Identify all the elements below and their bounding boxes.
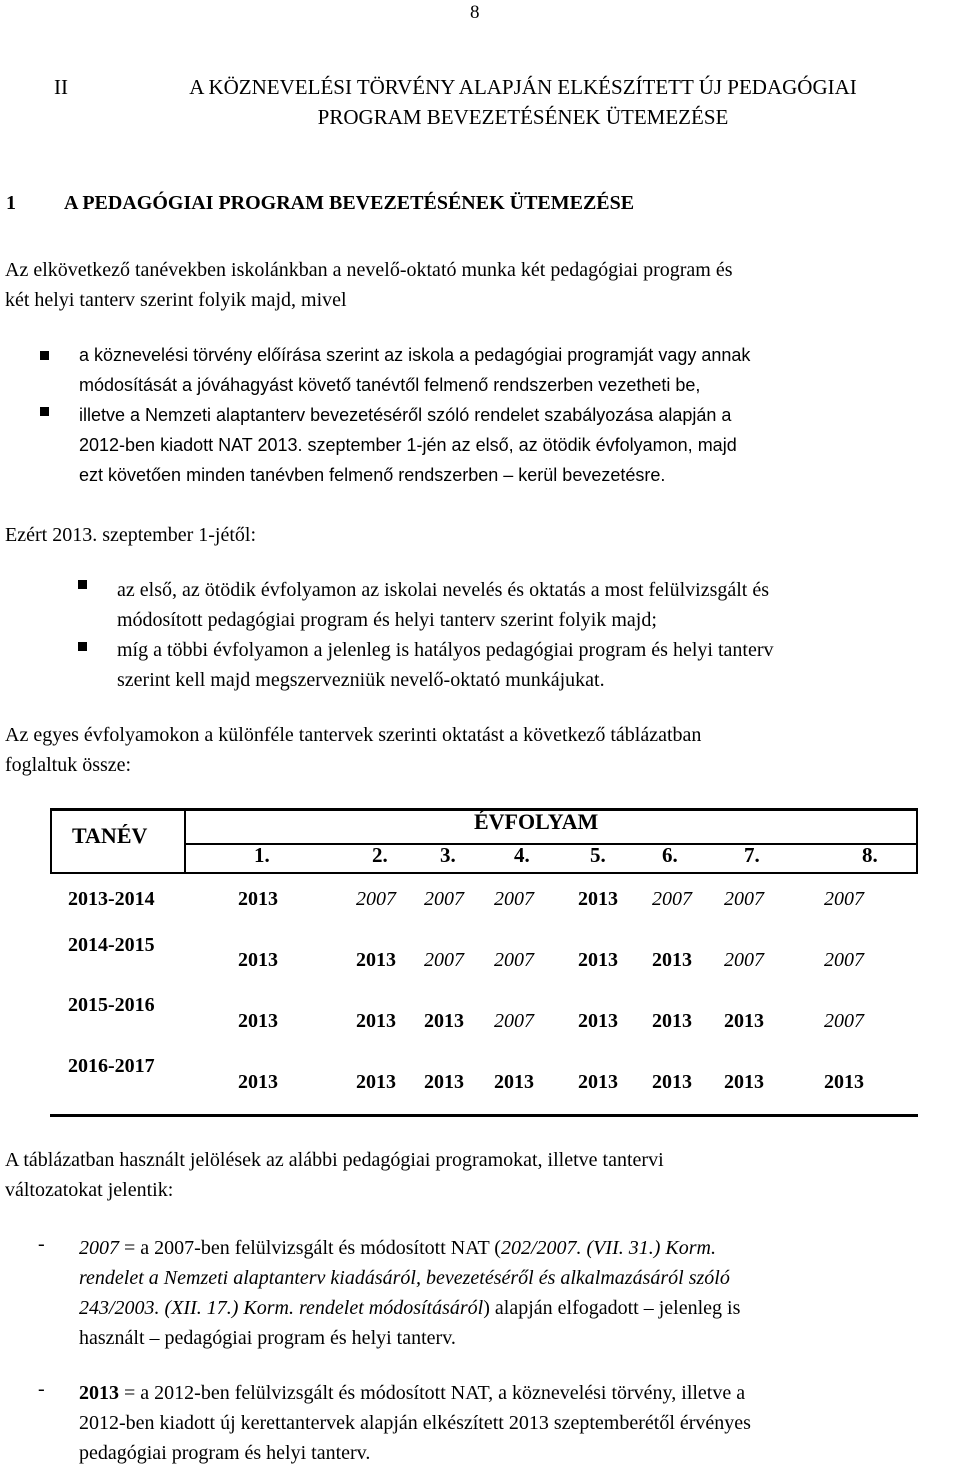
column-header: 6. [662,843,678,867]
table-row-year: 2015-2016 [68,994,155,1016]
chapter-number: II [54,75,68,99]
bullet-square-icon [40,351,49,360]
legend-code-2013: 2013 [79,1382,119,1404]
legend-item1-line4: használt – pedagógiai program és helyi tanterv. [79,1327,456,1349]
column-header: 2. [372,843,388,867]
bullet2-line2: 2012-ben kiadott NAT 2013. szeptember 1-jén az első, az ötödik évfolyamon, majd [79,435,737,455]
table-cell: 2013 [578,949,618,971]
legend-intro-line1: A táblázatban használt jelölések az alábbi pedagógiai programokat, illetve tantervi [5,1149,664,1171]
therefore-text: Ezért 2013. szeptember 1-jétől: [5,524,257,546]
legend-item1-line3 [79,1293,955,1323]
table-border-left [50,808,52,874]
bullet-square-icon [40,407,49,416]
table-cell: 2013 [238,888,278,910]
column-header: 8. [862,843,878,867]
table-cell: 2013 [724,1010,764,1032]
table-intro-line1: Az egyes évfolyamokon a különféle tantervek szerinti oktatást a következő táblázatban [5,724,702,746]
table-row-year: 2016-2017 [68,1055,155,1077]
table-cell: 2007 [494,949,534,971]
table-row-year: 2014-2015 [68,934,155,956]
chapter-title-line2: PROGRAM BEVEZETÉSÉNEK ÜTEMEZÉSE [317,105,729,129]
legend-code-2007: 2007 [79,1237,119,1259]
table-cell: 2013 [238,1010,278,1032]
bullet2-line1: illetve a Nemzeti alaptanterv bevezetéséről szóló rendelet szabályozása alapján a [79,405,732,425]
column-header: 3. [440,843,456,867]
table-cell: 2007 [824,1010,864,1032]
table-cell: 2007 [824,888,864,910]
column-header: 5. [590,843,606,867]
table-cell: 2013 [356,1071,396,1093]
table-cell: 2007 [424,888,464,910]
column-header: 1. [254,843,270,867]
table-border-right [916,808,918,874]
intro-line1: Az elkövetkező tanévekben iskolánkban a nevelő-oktató munka két pedagógiai program és [5,259,733,281]
table-cell: 2007 [724,949,764,971]
legend-item2-line2: 2012-ben kiadott új kerettantervek alapján elkészített 2013 szeptemberétől érvényes [79,1412,751,1434]
section-title: A PEDAGÓGIAI PROGRAM BEVEZETÉSÉNEK ÜTEMEZÉSE [64,192,635,214]
table-row-year: 2013-2014 [68,888,155,910]
legend-item1-ref: 202/2007. (VII. 31.) Korm. [500,1237,716,1259]
table-cell: 2013 [356,1010,396,1032]
legend-intro-line2: változatokat jelentik: [5,1179,174,1201]
chapter-title-line1: A KÖZNEVELÉSI TÖRVÉNY ALAPJÁN ELKÉSZÍTETT ÚJ PEDAGÓGIAI [189,75,857,99]
table-cell: 2007 [424,949,464,971]
table-cell: 2007 [494,1010,534,1032]
legend-item2-line1 [79,1378,955,1408]
bullet3-line1: az első, az ötödik évfolyamon az iskolai nevelés és oktatás a most felülvizsgált és [117,579,770,601]
table-cell: 2007 [356,888,396,910]
legend-item1-line1 [79,1233,955,1263]
bullet2-line3: ezt követően minden tanévben felmenő rendszerben – kerül bevezetésre. [79,465,666,485]
legend-item1-line2: rendelet a Nemzeti alaptanterv kiadásáról, bevezetéséről és alkalmazásáról szóló [79,1267,730,1289]
section-number: 1 [6,192,16,214]
bullet1-line1: a köznevelési törvény előírása szerint az iskola a pedagógiai programját vagy annak [79,345,751,365]
table-cell: 2013 [652,949,692,971]
table-cell: 2007 [494,888,534,910]
page-number: 8 [470,2,480,23]
table-cell: 2013 [494,1071,534,1093]
table-cell: 2013 [652,1071,692,1093]
table-cell: 2013 [724,1071,764,1093]
bullet-square-icon [78,580,87,589]
table-border-bottom [50,1114,918,1117]
bullet-square-icon [78,642,87,651]
table-cell: 2013 [578,888,618,910]
table-border-divider [184,808,186,874]
table-cell: 2013 [356,949,396,971]
bullet4-line1: míg a többi évfolyamon a jelenleg is hatályos pedagógiai program és helyi tanterv [117,639,774,661]
legend-item1-text2: ) alapján elfogadott – jelenleg is [483,1297,741,1319]
table-group-header: ÉVFOLYAM [474,809,599,834]
table-border-group [185,843,918,845]
legend-item1-ref2: 243/2003. (XII. 17.) Korm. rendelet módosításáról [79,1297,484,1319]
table-cell: 2013 [578,1071,618,1093]
bullet3-line2: módosított pedagógiai program és helyi tanterv szerint folyik majd; [117,609,657,631]
table-cell: 2013 [424,1010,464,1032]
table-intro-line2: foglaltuk össze: [5,754,132,776]
table-cell: 2013 [424,1071,464,1093]
legend-item1-text: = a 2007-ben felülvizsgált és módosított NAT ( [119,1237,501,1259]
table-border-header [50,872,918,874]
bullet4-line2: szerint kell majd megszervezniük nevelő-oktató munkájukat. [117,669,605,691]
legend-item2-text: = a 2012-ben felülvizsgált és módosított NAT, a köznevelési törvény, illetve a [119,1382,746,1404]
intro-line2: két helyi tanterv szerint folyik majd, mivel [5,289,347,311]
bullet1-line2: módosítását a jóváhagyást követő tanévtől felmenő rendszerben vezetheti be, [79,375,701,395]
legend-dash: - [38,1378,45,1400]
legend-item2-line3: pedagógiai program és helyi tanterv. [79,1442,371,1464]
table-cell: 2013 [824,1071,864,1093]
table-cell: 2007 [824,949,864,971]
column-header: 4. [514,843,530,867]
table-cell: 2013 [238,949,278,971]
table-cell: 2007 [652,888,692,910]
table-cell: 2013 [578,1010,618,1032]
table-corner-header: TANÉV [72,823,148,848]
legend-dash: - [38,1233,45,1255]
table-cell: 2013 [652,1010,692,1032]
table-cell: 2013 [238,1071,278,1093]
table-cell: 2007 [724,888,764,910]
column-header: 7. [744,843,760,867]
